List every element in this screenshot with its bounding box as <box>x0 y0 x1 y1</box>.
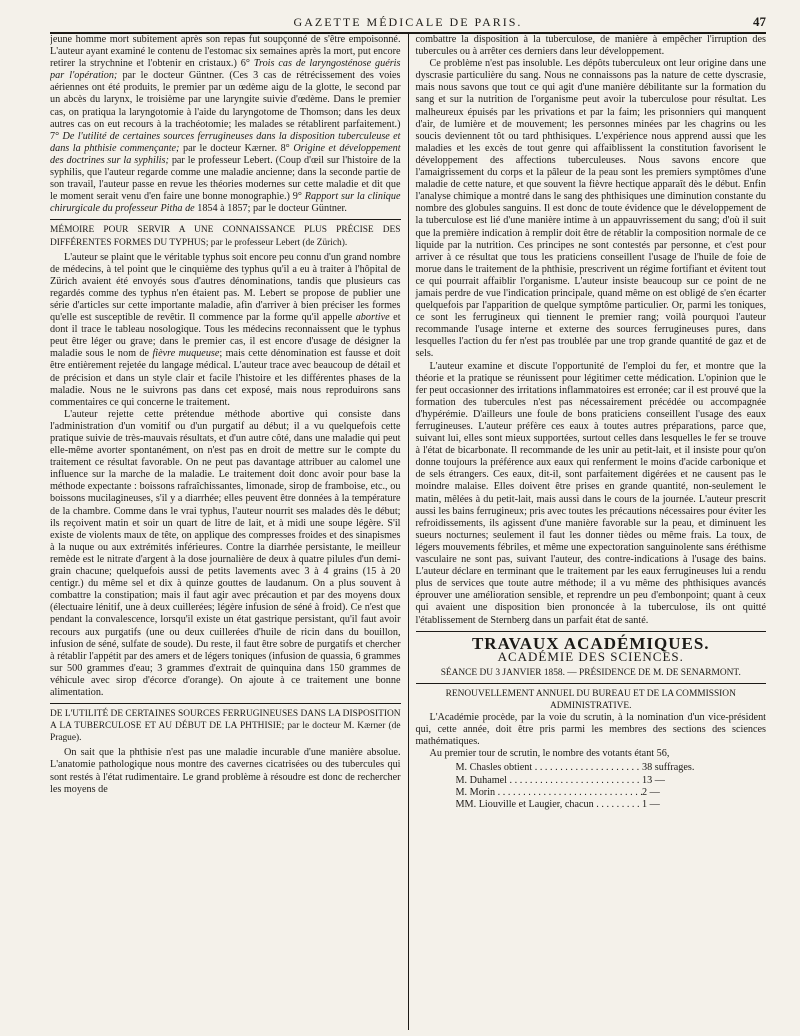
paragraph: L'Académie procède, par la voie du scrutin, à la nomination d'un vice-président qui, cette année, doit être pris parmi les membres des sections des sciences mathématiques. <box>415 712 766 748</box>
vote-count: 2 — <box>642 786 660 798</box>
paragraph: jeune homme mort subitement après son repas fut soupçonné de s'être empoisonné. L'auteur ayant examiné le contenu de l'estomac six semaines après la mort, put encore retirer la strychnine et l'obtenir en cristaux.) 6° Trois cas de laryngosténose guéris par l'opération; par le docteur Güntner. (Ces 3 cas de rétrécissement des voies aériennes ont été produits, le premier par un œdème aigu de la glotte, le second par un abcès du larynx, le troisième par une laryngite suivie d'œdème. Dans le premier cas, on pratiqua la laryngotomie à l'aide du laryngotome de Thomson; dans les deux autres cas on eut recours à la trachéotomie; les malades se rétablirent parfaitement.) 7° De l'utilité de certaines sources ferrugineuses dans la disposition tuberculeuse et dans la phthisie commençante; par le docteur Kærner. 8° Origine et développement des doctrines sur la syphilis; par le professeur Lebert. (Coup d'œil sur l'histoire de la syphilis, que l'auteur regarde comme une maladie ancienne; dans la seconde partie de son travail, l'auteur passe en revue les théories modernes sur cette maladie et dit que le moment serait venu d'en faire une bonne monographie.) 9° Rapport sur la clinique chirurgicale du professeur Pitha de 1854 à 1857; par le docteur Güntner. <box>50 34 401 215</box>
divider <box>416 683 767 684</box>
subheading: RENOUVELLEMENT ANNUEL DU BUREAU ET DE LA COMMISSION ADMINISTRATIVE. <box>445 688 736 711</box>
vote-row <box>416 799 767 811</box>
candidate-name: M. Chasles obtient . . . <box>456 762 643 774</box>
vote-count: 13 — <box>642 774 665 786</box>
paragraph: L'auteur se plaint que le véritable typhus soit encore peu connu d'un grand nombre de médecins, à tel point que le cinquième des typhus qu'il a eu à traiter à l'hôpital de Zürich avaient été envoyés sous d'autres dénominations, tandis que plusieurs cas regardés comme des typhus n'en étaient pas. M. Lebert se propose de publier une série d'articles sur cette importante maladie, afin d'arriver à bien préciser les formes qu'elle est susceptible de revêtir. Il commence par la forme qu'il appelle abortive et dont il trace le tableau nosologique. Tous les médecins reconnaissent que le typhus peut être léger ou grave; dans le premier cas, il est encore d'usage de désigner la maladie sous le nom de fièvre muqueuse; mais cette dénomination est fausse et doit être entièrement rejetée du langage médical. L'auteur trace avec beaucoup de détail et de précision et dans un style clair et facile l'histoire et les différentes phases de la maladie. Nous ne le suivrons pas dans cet exposé, mais nous reproduirons sans commentaires ce qui concerne le traitement. <box>50 251 401 408</box>
divider <box>50 219 401 220</box>
page-header <box>50 0 766 34</box>
section-heading: MÉMOIRE POUR SERVIR A UNE CONNAISSANCE PLUS PRÉCISE DES DIFFÉRENTES FORMES DU TYPHUS; par le professeur Lebert (de Zürich). <box>50 225 401 248</box>
vote-count: 38 suffrages. <box>642 762 695 774</box>
section-subtitle: ACADÉMIE DES SCIENCES. <box>497 648 684 664</box>
journal-title: GAZETTE MÉDICALE DE PARIS. <box>293 15 523 29</box>
paragraph: combattre la disposition à la tuberculose, de manière à empêcher l'irruption des tubercules ou à arrêter ces derniers dans leur développement. <box>415 34 766 58</box>
vote-row <box>416 762 767 774</box>
divider <box>50 703 401 704</box>
columns <box>50 34 766 1030</box>
right-column <box>409 34 767 1030</box>
session-line: SÉANCE DU 3 JANVIER 1858. — PRÉSIDENCE DE M. DE SENARMONT. <box>440 667 741 678</box>
candidate-name: M. Duhamel . . . <box>456 775 643 787</box>
vote-count: 1 — <box>642 798 660 810</box>
paragraph: Ce problème n'est pas insoluble. Les dépôts tuberculeux ont leur origine dans une dyscrasie particulière du sang. Nous ne connaissons pas la nature de cette dyscrasie, mais nous savons que tout ce qui agit d'une manière débilitante sur la formation du sang et sur la nutrition de l'organisme peut avoir la tuberculose pour résultat. Les malheureux épuisés par les privations et par la faim; les prisonniers qui manquent d'air, de lumière et de mouvement; les personnes minées par les chagrins ou les soucis deviennent tôt ou tard phthisiques. L'expérience nous apprend aussi que les maladies et les excès de tout genre qui affaiblissent la constitution favorisent le développement des affections tuberculeuses. Nous savons encore que l'amaigrissement du corps et la pâleur de la peau sont les premiers symptômes d'une maladie de cette nature, et que souvent la fièvre hectique apparaît dès le début. Enfin l'analyse chimique a montré dans le sang des phthisiques une diminution constante du nombre des globules sanguins. Il est donc de toute évidence que le développement de la tuberculose est lié d'une manière intime à un appauvrissement du sang; d'où il suit que la première indication à remplir doit être de rétablir la composition normale de ce liquide par la nutrition. Ces principes ne sont contestés par personne, et c'est pour arriver à ce résultat que tous les praticiens conseillent l'usage de l'huile de foie de morue dans le traitement de la phthisie, prescrivent un régime fortifiant et évitent tout ce qui pourrait affaiblir l'organisme. L'auteur insiste beaucoup sur ce point de ne jamais perdre de vue l'indication principale, quand même on est obligé de s'en écarter quelquefois par l'apparition de quelque symptôme particulier. Or, parmi les toniques, ce sont les ferrugineux qui tiennent le premier rang; voilà pourquoi l'auteur recommande l'usage interne et externe des sources ferrugineuses pures, dans lesquelles l'action du fer n'est pas troublée par une trop grande quantité de gaz et de sels. <box>415 58 766 360</box>
vote-row <box>416 775 767 787</box>
candidate-name: M. Morin . . . <box>456 787 643 799</box>
academic-section-header <box>416 633 767 664</box>
left-column <box>50 34 409 1030</box>
vote-row <box>416 787 767 799</box>
paragraph: L'auteur examine et discute l'opportunité de l'emploi du fer, et montre que la théorie et la pratique se réunissent pour légitimer cette médication. L'opinion que le fer peut occasionner des irritations inflammatoires est erronée; car il est prouvé que la formation des tubercules n'est pas nécessairement précédée ou accompagnée d'hypérémie. D'ailleurs une foule de bons praticiens conseillent l'usage des eaux ferrugineuses. L'auteur préfère ces eaux à toutes autres préparations, parce que, suivant lui, elles sont mieux supportées, surtout celles dans lesquelles le fer se trouve à l'état de bicarbonate. Il recommande de les unir au petit-lait, et il insiste pour qu'on donne toujours la préférence aux eaux qui renferment le moins d'acide carbonique et de sels étrangers. Ces eaux, dit-il, sont parfaitement digérées et ne causent pas le moindre malaise. Elles doivent être prises en grande quantité, non-seulement le matin, mêlées à du petit-lait, mais aussi dans le cours de la journée. L'auteur prescrit aussi les bains ferrugineux; pris avec toutes les précautions nécessaires pour éviter les refroidissements, ils agissent d'une manière favorable sur la peau, et diminuent les sueurs nocturnes; seulement il faut les donner tièdes ou même frais. La toux, de légers mouvements fébriles, et même une expectoration sanguinolente sans éréthisme vasculaire ne sont pas, suivant l'auteur, des contre-indications à l'usage des bains. L'auteur déclare en terminant que le traitement par les eaux ferrugineuses lui a rendu plus de services que toute autre méthode; il a vu même des phthisiques avancés éprouver une amélioration sensible, et reprendre un peu d'embonpoint; quant à ceux qui avaient une disposition bien prononcée à la tuberculose, ils ont quitté l'établissement de Sternberg dans un parfait état de santé. <box>415 360 766 626</box>
paragraph: L'auteur rejette cette prétendue méthode abortive qui consiste dans l'administration d'un vomitif ou d'un purgatif au début; il a vu quelquefois cette pratique suivie de très-mauvais résultats, et d'un autre côté, dans une maladie qui peut elle-même avorter spontanément, on n'est pas en droit de mettre sur le compte du traitement ce résultat favorable. On ne peut pas davantage attribuer au calomel une influence sur la marche de la maladie. Le traitement doit donc avoir pour base la méthode expectante : boissons rafraîchissantes, limonade, sirop de framboise, etc., ou boissons mucilagineuses, s'il y a diarrhée; elles peuvent être données à la température de la chambre. Comme dans le vrai typhus, l'auteur nourrit ses malades dès le début; ils reçoivent matin et soir un quart de litre de lait, et à midi une soupe légère. S'il existe de violents maux de tête, on applique des compresses froides et des sinapismes à la nuque ou aux extrémités inférieures. Contre la diarrhée persistante, le meilleur remède est le nitrate d'argent à la dose journalière de deux à quatre pilules d'un demi-grain chacune; quelquefois aussi de petits lavements avec 3 à 4 grains (15 à 20 centigr.) du même sel et dix à quinze gouttes de laudanum. On a plus souvent à combattre la constipation; mais il faut agir avec précaution et par des moyens doux (électuaire lénitif, une à deux cuillerées; légère infusion de séné à froid). Ce n'est que pendant la convalescence, lorsqu'il existe un état gastrique persistant, qu'il faut avoir recours aux purgatifs (une ou deux cuillerées d'huile de ricin dans du bouillon, infusion de séné, sulfate de soude). Du reste, il faut être sobre de purgatifs et chercher à rétablir l'appétit par des amers et de légers toniques (infusion de quassia, 6 grammes sur 500 grammes d'eau; 3 grammes d'extrait de quinquina dans 150 grammes de véhicule avec sirop d'écorce d'orange). On ajoute à ce traitement une bonne alimentation. <box>50 408 401 698</box>
section-heading: DE L'UTILITÉ DE CERTAINES SOURCES FERRUGINEUSES DANS LA DISPOSITION A LA TUBERCULOSE ET AU DÉBUT DE LA PHTHISIE; par le docteur M. Kærner (de Prague). <box>50 709 401 744</box>
divider <box>416 631 767 632</box>
candidate-name: MM. Liouville et Laugier, chacun . . . <box>456 799 643 811</box>
paragraph: On sait que la phthisie n'est pas une maladie incurable d'une manière absolue. L'anatomie pathologique nous montre des cavernes cicatrisées ou des tubercules qui sont restés à l'état rudimentaire. Le grand problème à résoudre est donc de rechercher les moyens de <box>50 747 401 795</box>
page-number: 47 <box>753 14 766 29</box>
paragraph: Au premier tour de scrutin, le nombre des votants étant 56, <box>429 748 670 760</box>
vote-list <box>416 762 767 810</box>
section-title: TRAVAUX ACADÉMIQUES. <box>471 633 710 653</box>
